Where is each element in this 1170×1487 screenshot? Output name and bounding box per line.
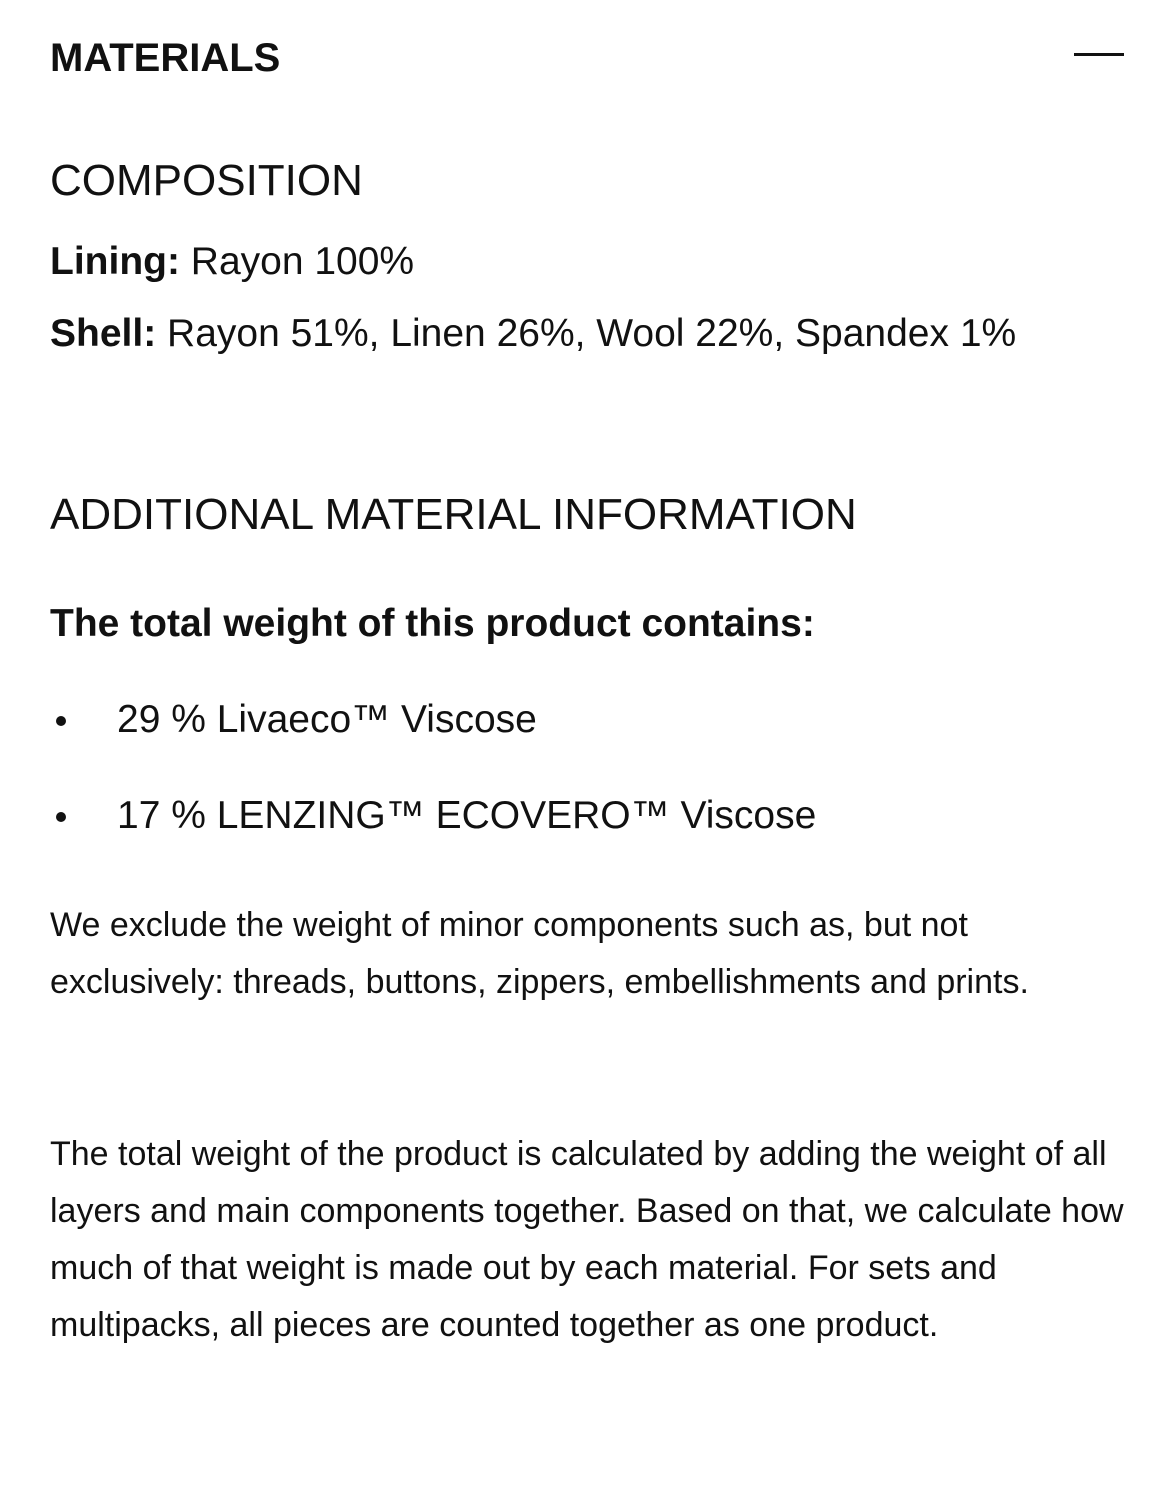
composition-heading: COMPOSITION: [50, 156, 363, 205]
composition-line-lining: [50, 238, 414, 286]
materials-accordion-header[interactable]: [50, 34, 1124, 84]
minus-icon[interactable]: [1074, 36, 1124, 76]
composition-value: Rayon 100%: [179, 240, 415, 283]
weight-heading: The total weight of this product contains:: [50, 602, 815, 645]
composition-label: Lining:: [50, 240, 180, 283]
materials-title: MATERIALS: [50, 36, 281, 80]
composition-line-shell: [50, 310, 1016, 358]
composition-value: Rayon 51%, Linen 26%, Wool 22%, Spandex 1%: [156, 312, 1017, 355]
calculation-paragraph: The total weight of the product is calculated by adding the weight of all layers and main components together. Based on that, we calculate how much of that weight is made out by each material. For sets and multipacks, all pieces are counted together as one product.: [50, 1135, 1124, 1344]
composition-label: Shell:: [50, 312, 157, 355]
additional-info-heading: ADDITIONAL MATERIAL INFORMATION: [50, 490, 857, 539]
list-item-text: 17 % LENZING™ ECOVERO™ Viscose: [117, 794, 817, 837]
bullet-icon: [56, 812, 66, 822]
bullet-icon: [56, 716, 66, 726]
minus-icon-bar: [1074, 53, 1124, 56]
list-item-text: 29 % Livaeco™ Viscose: [117, 698, 537, 741]
exclusion-paragraph: We exclude the weight of minor components such as, but not exclusively: threads, buttons, zippers, embellishments and prints.: [50, 906, 1029, 1001]
